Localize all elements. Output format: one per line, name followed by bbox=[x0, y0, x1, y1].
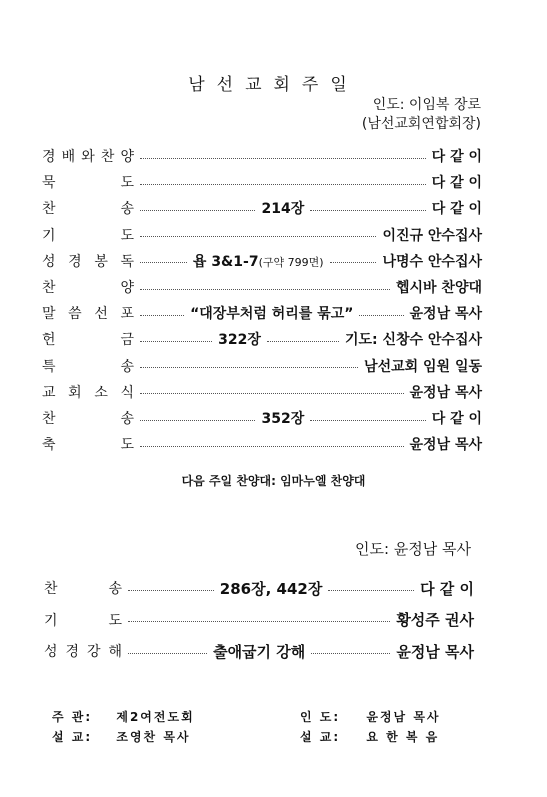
service-item-detail-text: 286장, 442장 bbox=[219, 579, 323, 598]
leader-dots bbox=[311, 653, 390, 654]
leader-dots bbox=[140, 420, 255, 421]
service-item-label: 찬 송 bbox=[44, 581, 122, 597]
service-item-label: 헌 금 bbox=[42, 332, 134, 349]
service-item-person: 윤정남 목사 bbox=[409, 306, 483, 323]
leader-dots bbox=[140, 393, 404, 394]
section2-leader: 인도: 윤정남 목사 bbox=[354, 540, 471, 558]
leader-dots bbox=[140, 262, 187, 263]
leader-dots bbox=[330, 262, 377, 263]
footer-preacher-value: 조영찬 목사 bbox=[116, 730, 191, 744]
service-row bbox=[42, 433, 482, 455]
leader-dots bbox=[140, 315, 184, 316]
service-item-label: 찬 양 bbox=[42, 280, 134, 296]
footer-leader bbox=[300, 708, 441, 725]
service-item-label: 찬 송 bbox=[42, 201, 134, 218]
footer-preacher bbox=[52, 728, 191, 745]
service-item-detail bbox=[213, 641, 305, 662]
service-item-detail-text: 욥 3&1-7 bbox=[192, 253, 259, 270]
service-item-person: 윤정남 목사 bbox=[409, 437, 482, 454]
leader-dots bbox=[310, 420, 425, 421]
service-item-detail-text: 352장 bbox=[261, 411, 305, 427]
leader-dots bbox=[128, 653, 207, 654]
leader-dots bbox=[359, 315, 403, 316]
service-item-detail-text: 214장 bbox=[261, 201, 305, 218]
service-item-detail bbox=[261, 198, 304, 218]
service-item-label: 말 씀 선 포 bbox=[42, 306, 134, 323]
service-item-detail bbox=[190, 303, 353, 323]
service-item-person: 다 같 이 bbox=[420, 579, 475, 598]
leader-dots bbox=[140, 289, 390, 290]
service-item-detail bbox=[261, 408, 304, 428]
service-row bbox=[42, 276, 482, 298]
service-item-label: 찬 송 bbox=[42, 411, 134, 427]
leader-dots bbox=[310, 210, 425, 211]
footer-preacher2-value: 요 한 복 음 bbox=[366, 730, 440, 744]
leader-dots bbox=[328, 590, 414, 591]
section1-leader-block bbox=[362, 96, 481, 134]
service-item-person: 이진규 안수집사 bbox=[382, 227, 482, 244]
service-row bbox=[42, 171, 482, 193]
service-row bbox=[42, 250, 482, 272]
service-item-label: 교 회 소 식 bbox=[42, 384, 134, 401]
service-row bbox=[42, 328, 482, 350]
service-item-label: 성 경 강 해 bbox=[44, 644, 122, 660]
service-row bbox=[44, 638, 474, 664]
service-item-detail-text: “대장부처럼 허리를 묶고” bbox=[190, 306, 354, 323]
leader-dots bbox=[128, 621, 390, 622]
service-row bbox=[42, 355, 482, 377]
leader-dots bbox=[140, 184, 426, 185]
service-item-person: 다 같 이 bbox=[431, 201, 483, 218]
leader-dots bbox=[140, 367, 358, 368]
service-item-detail-text: 322장 bbox=[218, 332, 261, 349]
service-item-detail bbox=[193, 251, 324, 271]
service-row bbox=[44, 575, 474, 601]
service-item-label: 경 배 와 찬 양 bbox=[42, 149, 134, 165]
footer-leader-label: 인 도: bbox=[300, 710, 341, 724]
footer-host bbox=[52, 708, 195, 725]
footer-host-value: 제2여전도회 bbox=[116, 710, 195, 724]
footer-host-label: 주 관: bbox=[52, 710, 93, 724]
service-item-person: 헵시바 찬양대 bbox=[395, 280, 482, 296]
service-item-person: 다 같 이 bbox=[431, 411, 483, 427]
service-item-detail bbox=[218, 329, 261, 349]
page-title: 남선교회주일 bbox=[188, 75, 359, 95]
service-item-person: 남선교회 임원 일동 bbox=[364, 358, 482, 375]
service-item-person: 다 같 이 bbox=[431, 175, 482, 192]
leader-dots bbox=[140, 210, 255, 211]
service-row bbox=[42, 302, 482, 324]
service-item-label: 축 도 bbox=[42, 437, 134, 454]
footer-preacher2 bbox=[300, 728, 439, 745]
service-item-person: 윤정남 목사 bbox=[409, 384, 482, 401]
section1-leader-note: (남선교회연합회장) bbox=[361, 116, 481, 132]
service-item-label: 기 도 bbox=[42, 227, 134, 244]
service-item-person: 나명수 안수집사 bbox=[382, 253, 482, 270]
service-row bbox=[42, 381, 482, 403]
section1-leader: 인도: 이임복 장로 bbox=[372, 97, 481, 113]
service-row bbox=[42, 407, 482, 429]
service-row bbox=[44, 607, 474, 633]
service-item-label: 기 도 bbox=[44, 612, 122, 629]
service-item-person: 윤정남 목사 bbox=[396, 642, 475, 661]
service-row bbox=[42, 197, 482, 219]
footer-leader-value: 윤정남 목사 bbox=[366, 710, 441, 724]
service-item-person: 황성주 권사 bbox=[396, 611, 474, 629]
leader-dots bbox=[140, 158, 426, 159]
leader-dots bbox=[267, 341, 339, 342]
service-item-person: 기도: 신창수 안수집사 bbox=[344, 332, 482, 349]
leader-dots bbox=[128, 590, 214, 591]
footer-preacher-label: 설 교: bbox=[52, 730, 93, 744]
next-choir-note: 다음 주일 찬양대: 임마누엘 찬양대 bbox=[181, 474, 366, 488]
service-item-label: 묵 도 bbox=[42, 175, 134, 192]
leader-dots bbox=[140, 341, 212, 342]
leader-dots bbox=[140, 236, 376, 237]
service-row bbox=[42, 224, 482, 246]
service-item-detail-text: 출애굽기 강해 bbox=[213, 642, 306, 661]
leader-dots bbox=[140, 446, 404, 447]
service-item-detail-sub: (구약 799면) bbox=[258, 255, 324, 269]
service-item-label: 특 송 bbox=[42, 358, 134, 375]
service-row bbox=[42, 145, 482, 167]
service-item-detail bbox=[220, 578, 323, 599]
footer-preacher2-label: 설 교: bbox=[300, 730, 341, 744]
service-item-label: 성 경 봉 독 bbox=[42, 253, 134, 270]
service-item-person: 다 같 이 bbox=[431, 149, 482, 165]
